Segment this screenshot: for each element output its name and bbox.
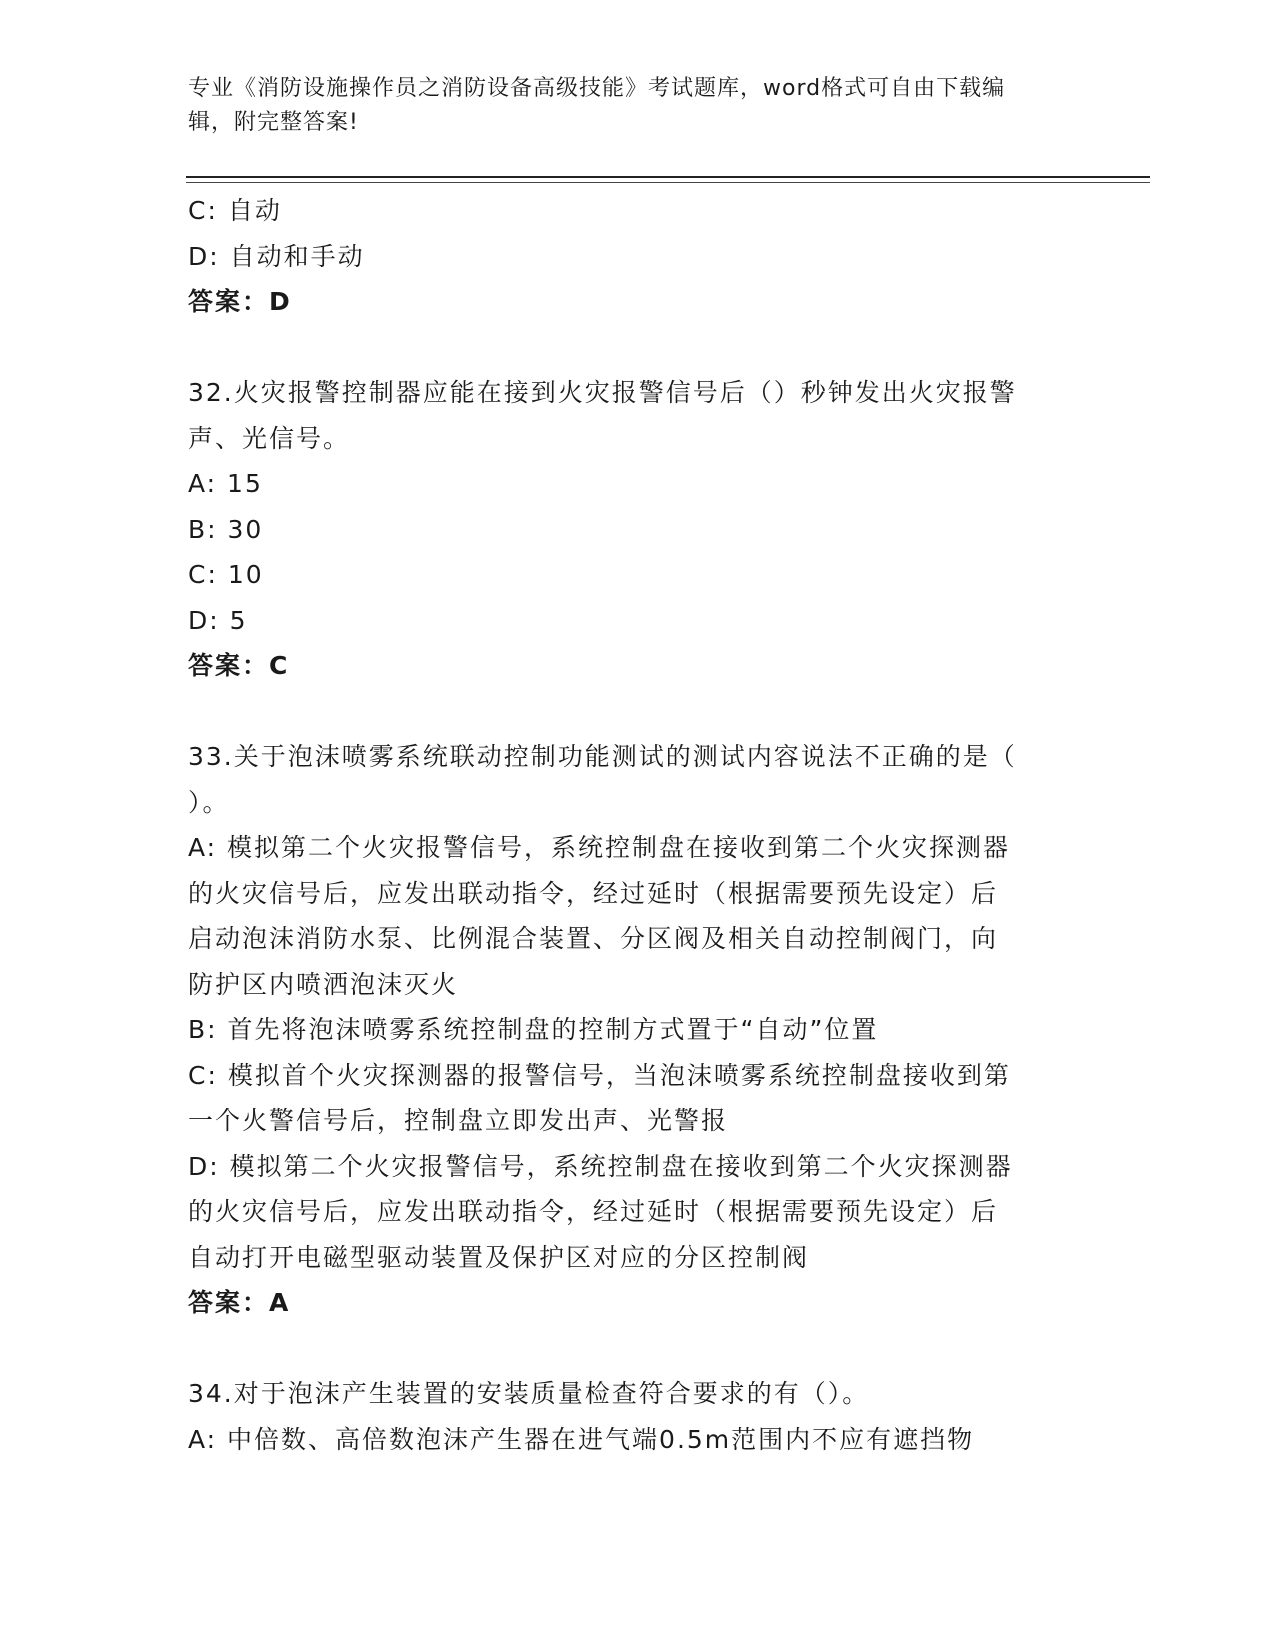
q33-option-a-line-4: 防护区内喷洒泡沫灭火 bbox=[188, 969, 459, 999]
q31-option-c: C: 自动 bbox=[188, 196, 282, 225]
q32-option-b: B: 30 bbox=[188, 514, 264, 544]
q33-stem-line-1: 33.关于泡沫喷雾系统联动控制功能测试的测试内容说法不正确的是（ bbox=[188, 742, 1017, 771]
header-divider-thick bbox=[186, 176, 1150, 178]
q32-stem-line-1: 32.火灾报警控制器应能在接到火灾报警信号后（）秒钟发出火灾报警 bbox=[188, 378, 1017, 407]
q34-option-a: A: 中倍数、高倍数泡沫产生器在进气端0.5m范围内不应有遮挡物 bbox=[188, 1424, 975, 1454]
q33-stem-line-2: ）。 bbox=[188, 787, 230, 817]
q33-option-c-line-1: C: 模拟首个火灾探测器的报警信号，当泡沫喷雾系统控制盘接收到第 bbox=[188, 1060, 1011, 1090]
q34-stem: 34.对于泡沫产生装置的安装质量检查符合要求的有（）。 bbox=[188, 1379, 870, 1408]
spacer bbox=[188, 689, 1088, 735]
q33-answer: 答案：A bbox=[188, 1288, 291, 1317]
q32-answer: 答案：C bbox=[188, 651, 290, 680]
q32-option-d: D: 5 bbox=[188, 605, 248, 635]
header-line-2: 辑，附完整答案! bbox=[188, 110, 359, 135]
q33-option-d-line-2: 的火灾信号后，应发出联动指令，经过延时（根据需要预先设定）后 bbox=[188, 1197, 999, 1226]
document-header bbox=[188, 72, 1088, 140]
q33-option-c-line-2: 一个火警信号后，控制盘立即发出声、光警报 bbox=[188, 1106, 729, 1135]
q33-option-d-line-3: 自动打开电磁型驱动装置及保护区对应的分区控制阀 bbox=[188, 1242, 810, 1272]
q31-answer: 答案：D bbox=[188, 287, 292, 316]
q33-option-a-line-2: 的火灾信号后，应发出联动指令，经过延时（根据需要预先设定）后 bbox=[188, 878, 999, 908]
q32-option-c: C: 10 bbox=[188, 560, 264, 589]
q33-option-d-line-1: D: 模拟第二个火灾报警信号，系统控制盘在接收到第二个火灾探测器 bbox=[188, 1151, 1013, 1181]
q33-option-a-line-3: 启动泡沫消防水泵、比例混合装置、分区阀及相关自动控制阀门，向 bbox=[188, 924, 999, 953]
q33-option-b: B: 首先将泡沫喷雾系统控制盘的控制方式置于“自动”位置 bbox=[188, 1015, 879, 1044]
q33-option-a-line-1: A: 模拟第二个火灾报警信号，系统控制盘在接收到第二个火灾探测器 bbox=[188, 833, 1011, 862]
header-line-1: 专业《消防设施操作员之消防设备高级技能》考试题库，word格式可自由下载编 bbox=[188, 76, 1006, 101]
spacer bbox=[188, 1326, 1088, 1372]
q32-option-a: A: 15 bbox=[188, 469, 263, 498]
spacer bbox=[188, 325, 1088, 371]
header-divider-thin bbox=[186, 182, 1150, 183]
q32-stem-line-2: 声、光信号。 bbox=[188, 423, 351, 453]
question-content bbox=[188, 188, 1088, 1462]
q31-option-d: D: 自动和手动 bbox=[188, 241, 365, 271]
